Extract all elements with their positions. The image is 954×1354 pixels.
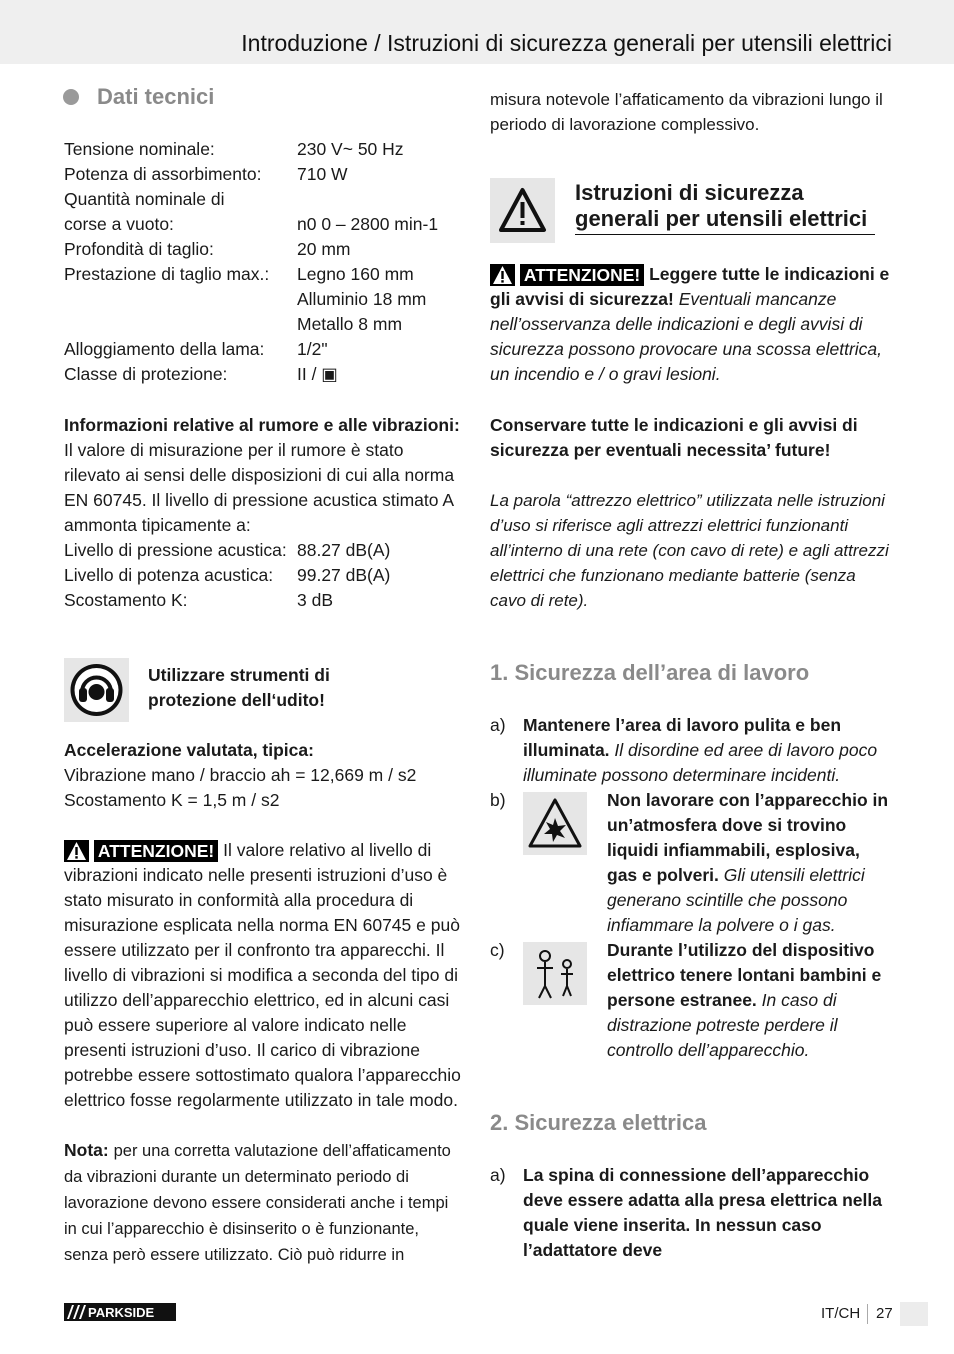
cont-text: misura notevole l’affaticamento da vibrazioni lungo il periodo di lavorazione complessivo. [490,90,883,134]
nota-label: Nota: [64,1140,109,1160]
nota-text: per una corretta valutazione dell’affaticamento da vibrazioni durante un determinato periodo di lavorazione devono essere considerati anche i tempi in cui l’apparecchio è disinserito o è funzionante, senza però essere utilizzato. Ciò può ridurre in [64,1142,451,1264]
spec-row: Metallo 8 mm [297,314,403,334]
attn-right [490,262,894,387]
footer-divider [867,1304,868,1324]
sec1-heading: 1. Sicurezza dell’area di lavoro [490,660,810,685]
spec-row: Tensione nominale: 230 V~ 50 Hz [64,139,404,159]
attn-bold: Leggere tutte le indicazioni e gli avvisi di sicurezza! [490,264,890,309]
spec-row: Quantità nominale di [64,189,225,209]
noise-heading: Informazioni relative al rumore e alle vibrazioni: [64,415,460,435]
attn-text: Il valore relativo al livello di vibrazioni indicato nelle presenti istruzioni d’uso è stato misurato in conformità alla procedura di misurazione esplicata nella norma EN 60745 e può essere utilizzato per il confronto tra apparecchi. Il livello di vibrazioni si modifica a seconda del tipo di utilizzo dell’apparecchio elettrico, ed in alcuni casi può essere superiore al valore indicato nelle presenti istruzioni d’uso. Il carico di vibrazione potrebbe essere sottostimato qualora l’apparecchio elettrico fosse regolarmente utilizzato in tale modo. [64,840,461,1110]
page-tab [900,1302,928,1326]
accel-line-1: Vibrazione mano / braccio ah = 12,669 m / s2 [64,765,417,785]
spec-row: Potenza di assorbimento: 710 W [64,164,348,184]
hearing-text: Utilizzare strumenti di protezione dell‘udito! [148,665,330,710]
spec-row: Classe di protezione: II / ▣ [64,364,338,384]
sec1-item-a: a) Mantenere l’area di lavoro pulita e ben illuminata. Il disordine ed aree di lavoro poco illuminate possono determinare incidenti. [490,715,878,785]
bullet-icon [63,89,79,105]
page-title: Introduzione / Istruzioni di sicurezza generali per utensili elettrici [241,30,892,56]
brand-logo [64,1303,176,1326]
locale-label: IT/CH [821,1305,861,1322]
sec1-item-b: b) Non lavorare con l’apparecchio in un’atmosfera dove si trovino liquidi infiammabili, esplosiva, gas e polveri. Gli utensili elettrici generano scintille che possono infiammare la polvere o i gas. [490,790,889,935]
explosive-atmosphere-icon [523,792,587,855]
spec-row: Prestazione di taglio max.: Legno 160 mm [64,264,414,284]
warning-icon [490,264,515,286]
noise-section [64,413,464,613]
spec-table [64,137,464,387]
warning-triangle-icon [490,178,555,243]
accel-heading: Accelerazione valutata, tipica: [64,740,314,760]
attention-badge: ATTENZIONE! [94,840,218,862]
safety-heading: Istruzioni di sicurezza generali per utensili elettrici [575,180,875,235]
spec-row: corse a vuoto: n0 0 – 2800 min-1 [64,214,439,234]
keep-children-away-icon [523,942,587,1005]
noise-row: Scostamento K: 3 dB [64,590,333,610]
noise-row: Livello di potenza acustica: 99.27 dB(A) [64,565,391,585]
spec-row: Profondità di taglio: 20 mm [64,239,351,259]
nota-section [64,1138,464,1268]
brand-text: PARKSIDE [88,1305,155,1320]
tech-section [64,84,464,109]
attn-italic: Eventuali mancanze nell’osservanza delle indicazioni e degli avvisi di sicurezza possono provocare una scossa elettrica, un incendio e / o gravi lesioni. [490,289,883,384]
attention-badge: ATTENZIONE! [520,264,644,286]
accel-line-2: Scostamento K = 1,5 m / s2 [64,790,280,810]
noise-row: Livello di pressione acustica: 88.27 dB(A) [64,540,391,560]
accel-section [64,738,464,813]
noise-text: Il valore di misurazione per il rumore è stato rilevato ai sensi delle disposizioni di cui alla norma EN 60745. Il livello di pressione acustica stimato A ammonta tipicamente a: [64,440,455,535]
warning-icon [64,840,89,862]
sec2-heading: 2. Sicurezza elettrica [490,1110,707,1135]
spec-row: Alluminio 18 mm [297,289,427,309]
tech-heading: Dati tecnici [97,84,215,109]
attn-left [64,838,464,1113]
spec-row: Alloggiamento della lama: 1/2" [64,339,328,359]
sec1-item-c: c) Durante l’utilizzo del dispositivo elettrico tenere lontani bambini e persone estranee. In caso di distrazione potreste perdere il controllo dell’apparecchio. [490,940,882,1060]
parola-text: La parola “attrezzo elettrico” utilizzata nelle istruzioni d’uso si riferisce agli attrezzi elettrici funzionanti all’interno di una rete (con cavo di rete) e agli attrezzi elettrici che funzionano mediante batterie (senza cavo di rete). [490,491,889,610]
page-number: 27 [876,1305,893,1322]
hearing-protection-icon [64,658,129,722]
keep-text: Conservare tutte le indicazioni e gli avvisi di sicurezza per eventuali necessita’ future! [490,415,858,460]
